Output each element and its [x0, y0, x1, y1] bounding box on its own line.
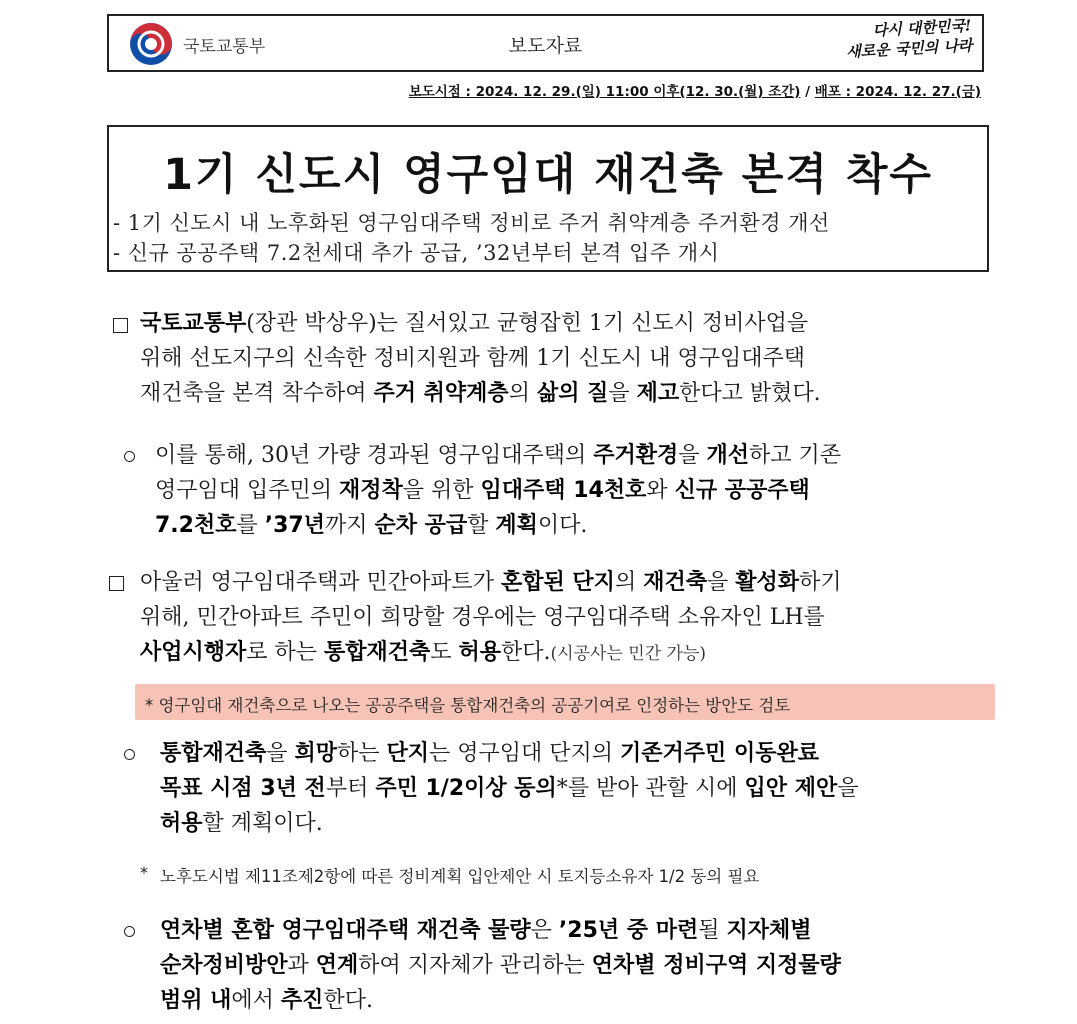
slogan-line2: 새로운 국민의 나라 — [845, 36, 973, 61]
press-header — [107, 14, 984, 72]
paragraph-5 — [160, 913, 841, 1018]
p5-line3: 범위 내에서 추진한다. — [160, 988, 373, 1013]
p3-line1: 아울러 영구임대주택과 민간아파트가 혼합된 단지의 재건축을 활성화하기 — [140, 570, 842, 595]
p2-line3: 7.2천호를 ’37년까지 순차 공급할 계획이다. — [155, 513, 588, 538]
circle-bullet-icon — [124, 926, 135, 937]
p4-line2: 목표 시점 3년 전부터 주민 1/2이상 동의*를 받아 관할 시에 입안 제안을 — [160, 776, 859, 801]
p2-line2: 영구임대 입주민의 재정착을 위한 임대주택 14천호와 신규 공공주택 — [155, 478, 810, 503]
footnote-star: * — [140, 863, 148, 882]
circle-bullet-icon — [124, 451, 135, 462]
page-title: 1기 신도시 영구임대 재건축 본격 착수 — [163, 150, 933, 200]
distribution-date: 배포 : 2024. 12. 27.(금) — [814, 84, 981, 100]
square-bullet-icon — [113, 318, 128, 333]
document-type: 보도자료 — [508, 35, 583, 57]
ministry-name: 국토교통부 — [183, 37, 266, 57]
p4-line1: 통합재건축을 희망하는 단지는 영구임대 단지의 기존거주민 이동완료 — [160, 741, 819, 766]
p5-line1: 연차별 혼합 영구임대주택 재건축 물량은 ’25년 중 마련될 지자체별 — [160, 918, 812, 943]
paragraph-4 — [160, 736, 858, 841]
p4-line3: 허용할 계획이다. — [160, 811, 323, 836]
release-info — [409, 80, 981, 100]
paragraph-3 — [140, 565, 841, 672]
p5-line2: 순차정비방안과 연계하여 지자체가 관리하는 연차별 정비구역 지정물량 — [160, 953, 841, 978]
p1-line2: 위해 선도지구의 신속한 정비지원과 함께 1기 신도시 내 영구임대주택 — [140, 346, 806, 371]
release-time: 보도시점 : 2024. 12. 29.(일) 11:00 이후(12. 30.(월) 조간) — [408, 84, 801, 100]
circle-bullet-icon — [124, 749, 135, 760]
paragraph-1 — [140, 306, 821, 411]
p3-line2: 위해, 민간아파트 주민이 희망할 경우에는 영구임대주택 소유자인 LH를 — [140, 605, 825, 630]
note-1: * 영구임대 재건축으로 나오는 공공주택을 통합재건축의 공공기여로 인정하는 방안도 검토 — [145, 696, 791, 715]
subtitle-2: - 신규 공공주택 7.2천세대 추가 공급, ’32년부터 본격 입주 개시 — [113, 241, 720, 265]
meta-separator: / — [800, 84, 815, 100]
square-bullet-icon — [109, 576, 124, 591]
paragraph-2 — [155, 438, 841, 543]
subtitle-1: - 1기 신도시 내 노후화된 영구임대주택 정비로 주거 취약계층 주거환경 개선 — [113, 211, 830, 235]
p1-line1: 국토교통부(장관 박상우)는 질서있고 균형잡힌 1기 신도시 정비사업을 — [140, 311, 809, 336]
footnote: 노후도시법 제11조제2항에 따른 정비계획 입안제안 시 토지등소유자 1/2 동의 필요 — [160, 867, 760, 886]
slogan-line1: 다시 대한민국! — [872, 16, 972, 40]
title-box — [107, 125, 989, 272]
p1-line3: 재건축을 본격 착수하여 주거 취약계층의 삶의 질을 제고한다고 밝혔다. — [140, 381, 821, 406]
p2-line1: 이를 통해, 30년 가량 경과된 영구임대주택의 주거환경을 개선하고 기존 — [155, 443, 842, 468]
p3-line3: 사업시행자로 하는 통합재건축도 허용한다.(시공사는 민간 가능) — [140, 640, 706, 665]
